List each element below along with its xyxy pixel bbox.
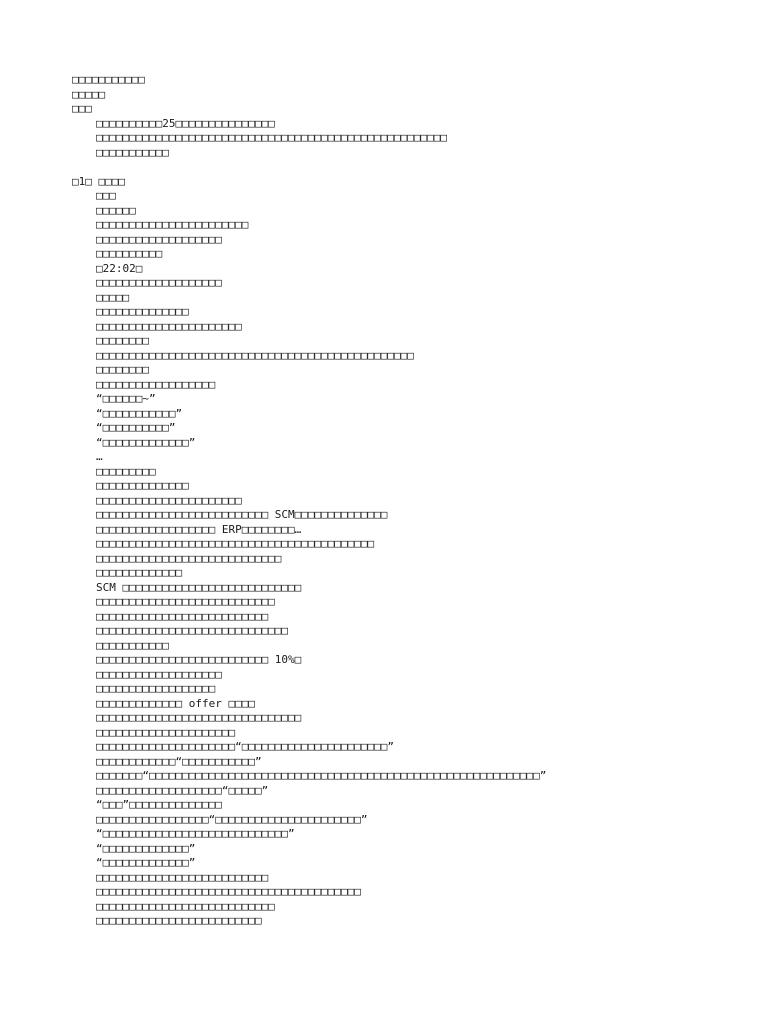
text-line: □□□□□□: [96, 203, 136, 217]
paragraph-gap: [72, 160, 712, 175]
text-line: □□□□□□□□□□□□□□□□□□□: [96, 667, 222, 681]
text-line: “□□□□□□□□□□□□□”: [96, 856, 196, 869]
text-line: □□□□□□□□□□□□□□□□□□□□□□□□□□□□□□□: [96, 711, 302, 724]
text-line: □□□□□□□□□□□□□□□□□□□□□□□□□□ SCM□□□□□□□□□□□□□□: [96, 508, 388, 521]
text-line: □□□□□□□□□: [96, 464, 156, 478]
text-line: □□□□□□□□□□□□□□□□□□□□□□□□□□□: [96, 899, 275, 913]
text-line: □□□□□□□□□□□□□□□□□□□□□□□□□□□□□□□□□□□□□□□□□□: [96, 537, 375, 550]
text-line: □22:02□: [96, 261, 143, 275]
text-line: SCM □□□□□□□□□□□□□□□□□□□□□□□□□□□: [96, 580, 302, 594]
text-line: □□□□□□□□□□25□□□□□□□□□□□□□□□: [96, 116, 275, 130]
text-line: □□□: [72, 102, 92, 115]
text-line: □□□□□□□□□□□□□□□□□□□□□□□□□: [96, 914, 262, 927]
text-line: □□□□□□□□□□□□□□□□□□□□□□□□□□ 10%□: [96, 653, 302, 666]
text-line: □□□□□□□□□□□□□□□□□□□□□□: [96, 319, 242, 333]
text-line: □□□□□□□□□□□□□□□□□□□“□□□□□”: [96, 783, 269, 797]
text-line: □□□□□□□“□□□□□□□□□□□□□□□□□□□□□□□□□□□□□□□□□□□□□□□□□□□□□□□□□□□□□□□□□□□”: [96, 769, 547, 782]
text-line: □□□□□□□□□□□□□□□□□“□□□□□□□□□□□□□□□□□□□□□□”: [96, 812, 368, 826]
text-line: □□□□□□□□□□□□□□: [96, 305, 189, 318]
document-body: [72, 73, 712, 929]
text-line: □□□□□□□□□□□□□□□□□□□□□□: [96, 493, 242, 507]
text-line: □□□□□□□□□□□□□□□□□□□□□□□□□□□□□□□□□□□□□□□□□□□□□□□□□□□□□: [96, 131, 447, 144]
text-line: “□□□□□□□□□□□”: [96, 406, 183, 420]
text-line: □□□□□□□□□□□□□: [96, 566, 183, 579]
text-line: □□□□□□□□□□□□□□□□□□□□□: [96, 725, 236, 739]
text-line: □□□□□□□□□□□: [72, 73, 145, 86]
text-line: “□□□□□□□□□□□□□”: [96, 435, 196, 449]
text-line: □□□□□□□□□□□□□□□□□□□□□“□□□□□□□□□□□□□□□□□□□□□□”: [96, 740, 395, 753]
text-line: □□□□□□□□□□□□□□□□□□: [96, 682, 216, 695]
text-line: □□□□□□□□□□□□□□□□□□□□□□□□□□: [96, 870, 269, 884]
text-line: □□□□□□□□□□□□□□□□□□□□□□□□□□□□: [96, 551, 282, 565]
text-line: □□□□□□□□□□□□□□□□□□□□□□□□□□□: [96, 595, 275, 608]
text-line: □□□□□□□□□□□: [96, 145, 169, 159]
text-line: “□□□□□□□□□□□□□□□□□□□□□□□□□□□□”: [96, 827, 295, 840]
text-line: …: [96, 450, 103, 463]
text-line: □□□: [96, 189, 116, 202]
text-line: □□□□□□□□□□□□□□□□□□□□□□□: [96, 218, 249, 231]
text-line: “□□□”□□□□□□□□□□□□□□: [96, 798, 222, 811]
text-line: □□□□□□□□: [96, 334, 149, 347]
text-line: “□□□□□□□□□□”: [96, 421, 176, 434]
text-line: □□□□□□□□□□□□□□: [96, 479, 189, 492]
text-line: □□□□□□□□□□□□□□□□□□□□□□□□□□□□□□□□□□□□□□□□: [96, 885, 361, 898]
text-line: □□□□□□□□□□□□□ offer □□□□: [96, 696, 255, 710]
text-line: “□□□□□□~”: [96, 392, 156, 405]
text-line: □□□□□□□□□□□□□□□□□□□□□□□□□□□□□□□□□□□□□□□□□□□□□□□□: [96, 348, 414, 362]
text-line: □□□□□□□□□□□□□□□□□□□: [96, 276, 222, 289]
text-line: □□□□□□□□□□□: [96, 638, 169, 652]
text-line: □□□□□□□□□□□□□□□□□□□□□□□□□□□□□: [96, 624, 289, 637]
text-line: □□□□□: [72, 87, 106, 101]
text-line: □□□□□□□□□□□□“□□□□□□□□□□□”: [96, 754, 262, 768]
text-line: □□□□□□□□□□□□□□□□□□□: [96, 232, 222, 246]
text-line: □□□□□□□□□□□□□□□□□□ ERP□□□□□□□□…: [96, 522, 302, 536]
text-line: □□□□□□□□□□□□□□□□□□: [96, 377, 216, 391]
text-line: “□□□□□□□□□□□□□”: [96, 841, 196, 855]
text-line: □□□□□□□□: [96, 363, 149, 376]
text-line: □1□ □□□□: [72, 174, 125, 188]
text-line: □□□□□□□□□□: [96, 247, 163, 260]
text-line: □□□□□: [96, 290, 130, 304]
text-line: □□□□□□□□□□□□□□□□□□□□□□□□□□: [96, 609, 269, 623]
